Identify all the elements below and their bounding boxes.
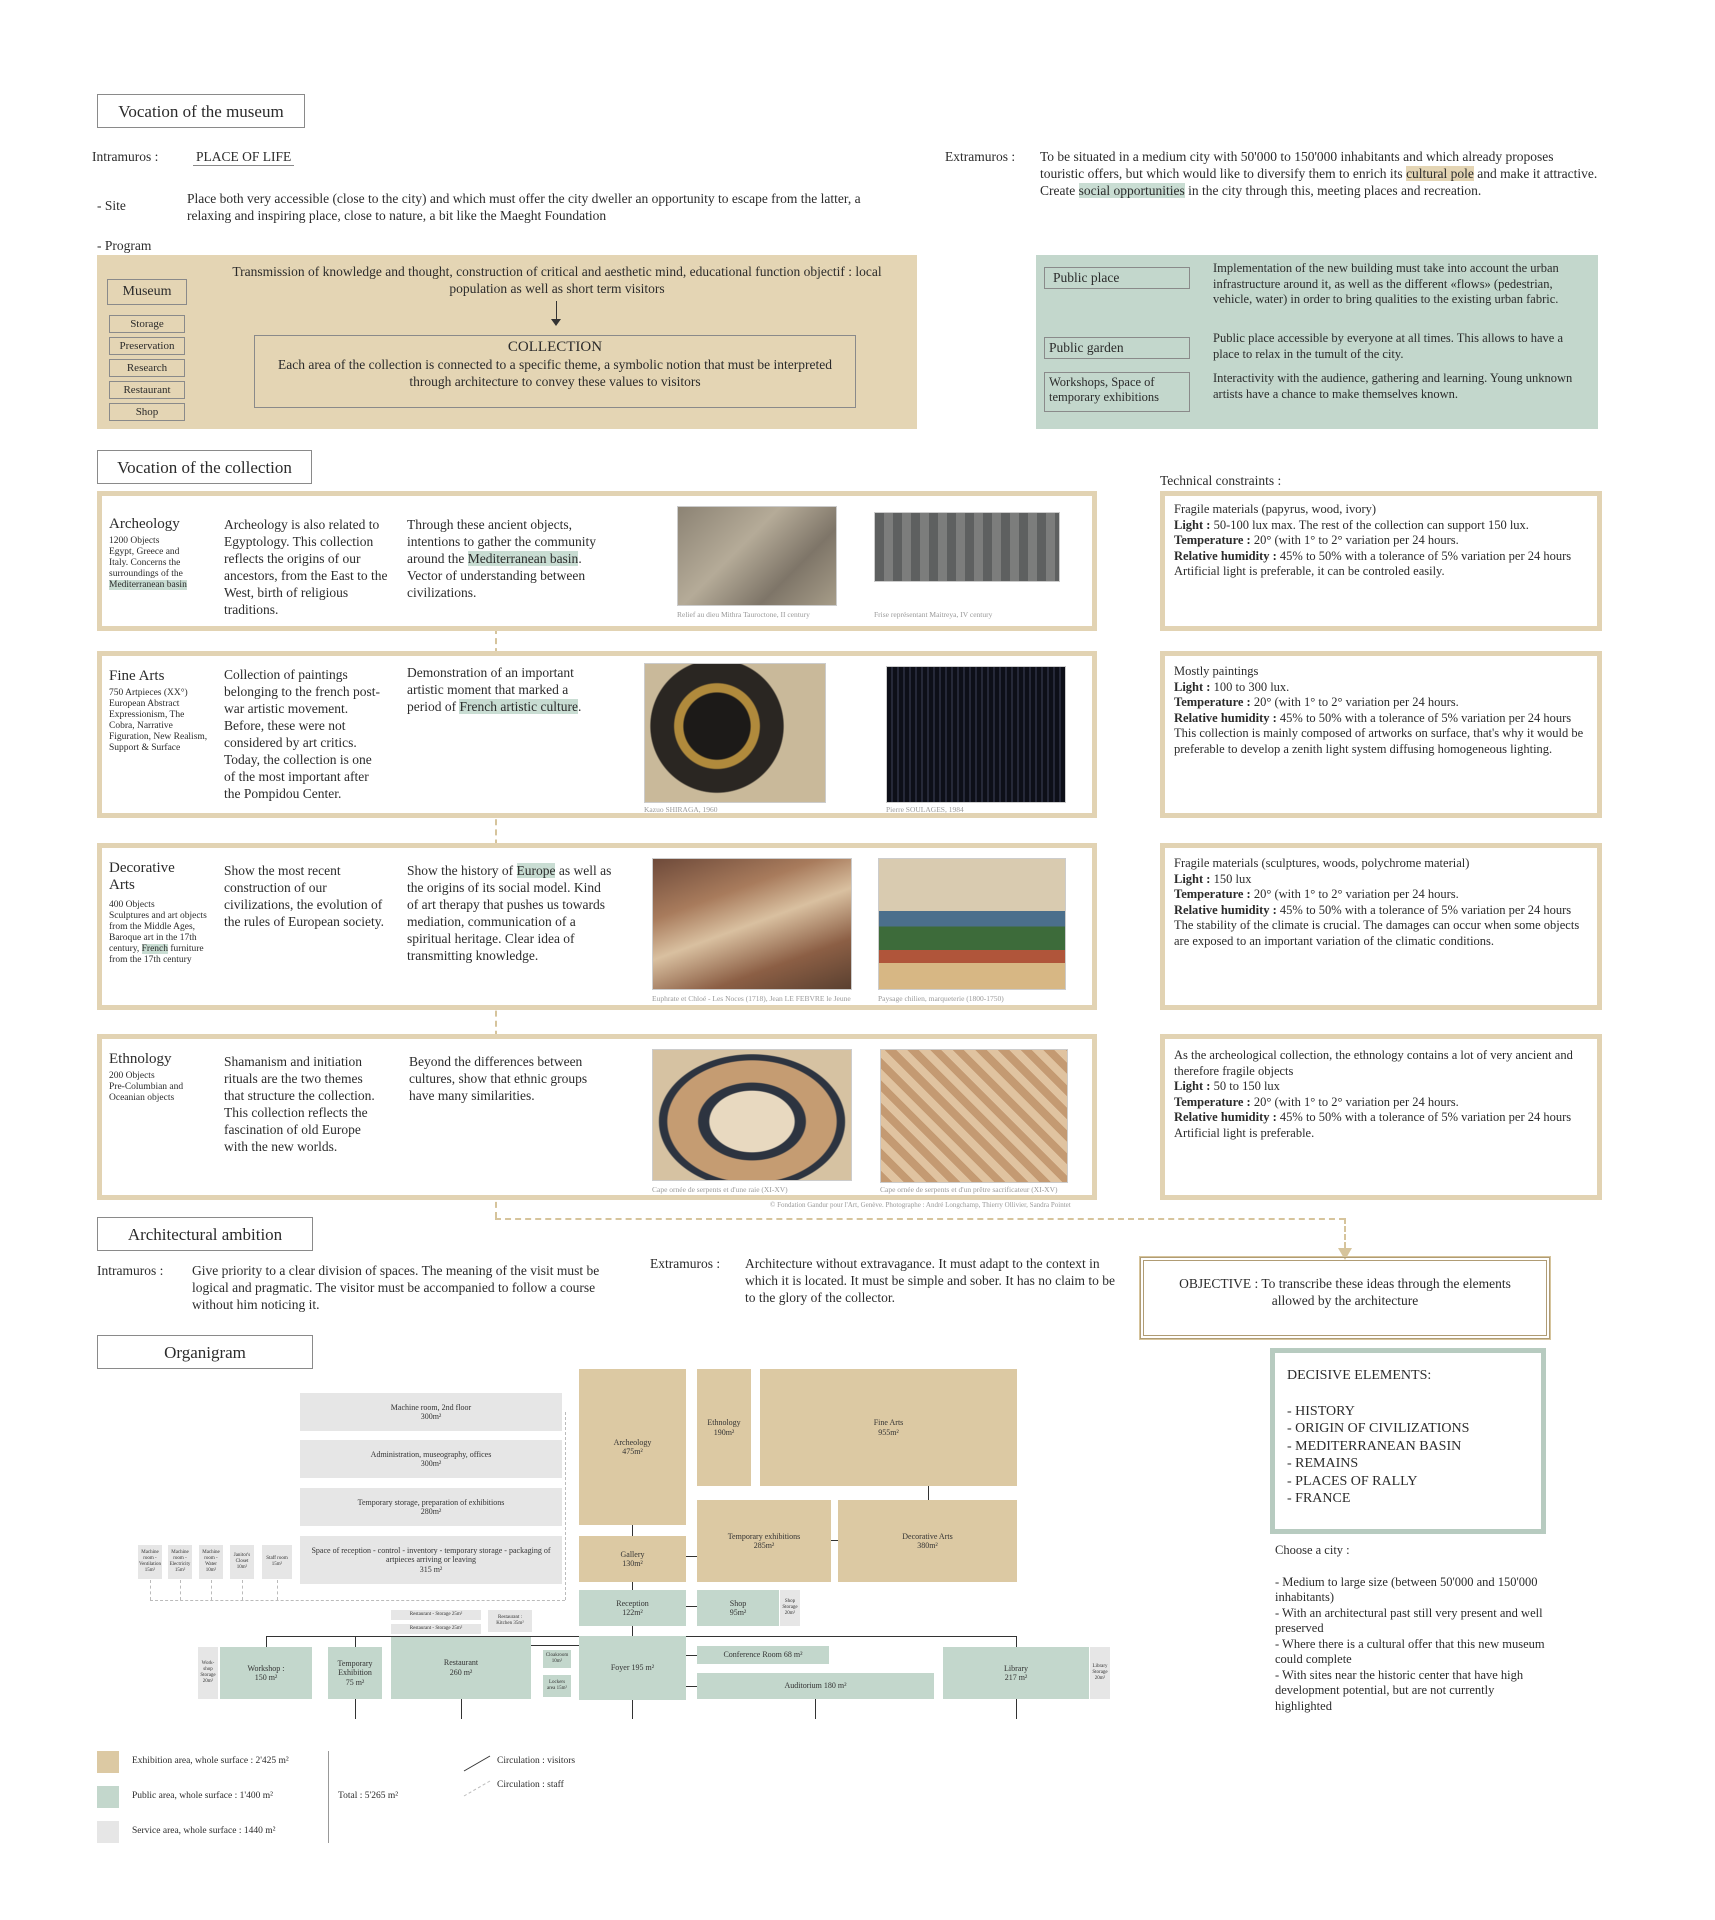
org-shop-storage: Shop Storage 20m²: [780, 1590, 800, 1626]
org-auditorium: Auditorium 180 m²: [697, 1673, 934, 1699]
program-label: - Program: [97, 238, 152, 253]
ambition-intramuros-label: Intramuros :: [97, 1263, 164, 1278]
legend-swatch-service: [97, 1821, 119, 1843]
vocation-collection-title: Vocation of the collection: [97, 450, 312, 484]
org-reception-space: Space of reception - control - inventory - temporary storage - packaging of artpieces arriving or leaving 315 m²: [300, 1536, 562, 1584]
visitor-line: [686, 1606, 697, 1607]
collection-col2: Through these ancient objects, intentions to gather the community around the Mediterranean basin. Vector of understanding between civilizations.: [407, 517, 596, 600]
visitor-line: [1016, 1636, 1017, 1647]
org-foyer: Foyer 195 m²: [579, 1636, 686, 1700]
org-small-room: Machine room - Electricity 15m²: [168, 1545, 192, 1579]
collection-desc: 400 Objects Sculptures and art objects from the Middle Ages, Baroque art in the 17th century, French furniture from the 17th century: [109, 900, 207, 965]
collection-name: Decorative Arts: [109, 860, 175, 893]
visitor-line: [815, 1699, 816, 1719]
connector-dashed-v2: [1344, 1218, 1346, 1248]
legend-total: Total : 5'265 m²: [338, 1791, 399, 1801]
staff-line: [565, 1412, 566, 1600]
collection-col2: Demonstration of an important artistic moment that marked a period of French artistic culture.: [407, 665, 582, 714]
decisive-item: - ORIGIN OF CIVILIZATIONS: [1287, 1421, 1470, 1436]
site-label: - Site: [97, 198, 126, 213]
visitor-line: [632, 1626, 633, 1636]
public-garden-label: Public garden: [1044, 337, 1190, 359]
public-place-label: Public place: [1044, 267, 1190, 289]
arrow-head-icon: [551, 319, 561, 326]
visitor-line: [355, 1699, 356, 1719]
workshops-label: Workshops, Space of temporary exhibitions: [1044, 372, 1190, 412]
ambition-extramuros-text: Architecture without extravagance. It must adapt to the context in which it is located. It must be simple and sober. It has no claim to be to the glory of the collector.: [745, 1256, 1116, 1305]
collection-name: Fine Arts: [109, 668, 165, 684]
visitor-line: [632, 1700, 633, 1719]
connector-dashed-h: [495, 1218, 1345, 1220]
decisive-item: - FRANCE: [1287, 1491, 1351, 1506]
decisive-item: - REMAINS: [1287, 1456, 1359, 1471]
decisive-box: [1270, 1348, 1546, 1534]
org-rest-kitchen: Restaurant : Kitchen 35m²: [488, 1610, 532, 1632]
artwork-cape-image: [652, 1049, 852, 1181]
legend-swatch-exhibition: [97, 1751, 119, 1773]
visitor-line: [686, 1636, 1016, 1637]
visitor-line: [355, 1636, 356, 1647]
legend-exhibition: Exhibition area, whole surface : 2'425 m²: [132, 1756, 289, 1766]
collection-col1: Archeology is also related to Egyptology. This collection reflects the origins of our ancestors, from the East to the West, birth of religious traditions.: [224, 517, 388, 617]
objective-box: OBJECTIVE : To transcribe these ideas through the elements allowed by the architecture: [1140, 1257, 1550, 1339]
function-research: Research: [109, 359, 185, 377]
artwork-frieze-image: [874, 512, 1060, 582]
collection-col1: Show the most recent construction of our civilizations, the evolution of the rules of European society.: [224, 863, 384, 929]
tech-archeology: Fragile materials (papyrus, wood, ivory) Light : 50-100 lux max. The rest of the collection can support 150 lux. Temperature : 20° (with 1° to 2° variation per 24 hours. Relative humidity : 45% to 50% with a tolerance of 5% variation per 24 hours Artificial light is preferable, it can be controled easily.: [1160, 491, 1602, 631]
org-temporary-exhibition: Temporary Exhibition 75 m²: [328, 1647, 382, 1699]
org-ethnology: Ethnology 190m²: [697, 1369, 751, 1486]
legend-swatch-public: [97, 1786, 119, 1808]
transmission-text: Transmission of knowledge and thought, construction of critical and aesthetic mind, educational function objectif : local population as well as short term visitors: [232, 264, 882, 296]
artwork-caption: Pierre SOULAGES, 1984: [886, 805, 964, 814]
legend-service: Service area, whole surface : 1440 m²: [132, 1826, 276, 1836]
artwork-caption: Frise représentant Maitreya, IV century: [874, 610, 993, 619]
vocation-museum-title: Vocation of the museum: [97, 94, 305, 128]
function-restaurant: Restaurant: [109, 381, 185, 399]
visitor-line: [686, 1686, 697, 1687]
org-gallery: Gallery 130m²: [579, 1536, 686, 1582]
ambition-title: Architectural ambition: [97, 1217, 313, 1251]
org-temp-exhibitions: Temporary exhibitions 285m²: [697, 1500, 831, 1582]
artwork-caption: Paysage chilien, marqueterie (1800-1750): [878, 994, 1004, 1003]
collection-col2: Show the history of Europe as well as the origins of its social model. Kind of art therapy that pushes us towards mediation, communication of a spiritual heritage. Clear idea of transmitting knowledge.: [407, 863, 612, 963]
artwork-tapestry-image: [652, 858, 852, 990]
artwork-caption: Cape ornée de serpents et d'une raie (XI-XV): [652, 1185, 788, 1194]
staff-line: [277, 1580, 278, 1600]
visitor-line: [266, 1636, 579, 1637]
intramuros-label: Intramuros :: [92, 149, 159, 164]
visitor-line: [632, 1525, 633, 1536]
org-decorative-arts: Decorative Arts 380m²: [838, 1500, 1017, 1582]
org-finearts: Fine Arts 955m²: [760, 1369, 1017, 1486]
org-small-room: Staff room 15m²: [262, 1545, 292, 1579]
collection-desc: 1200 Objects Egypt, Greece and Italy. Concerns the surroundings of the Mediterranean basin: [109, 536, 187, 590]
collection-row-finearts: [97, 651, 1097, 818]
visitor-line: [686, 1556, 697, 1557]
tech-finearts: Mostly paintings Light : 100 to 300 lux. Temperature : 20° (with 1° to 2° variation per 24 hours. Relative humidity : 45% to 50% with a tolerance of 5% variation per 24 hours This collection is mainly composed of artworks on surface, that's why it would be preferable to develop a zenith light system diffusing homogeneous lighting.: [1160, 651, 1602, 818]
collection-col1: Shamanism and initiation rituals are the two themes that structure the collection. This collection reflects the fascination of old Europe with the new worlds.: [224, 1054, 375, 1154]
visitor-line: [831, 1540, 838, 1541]
intramuros-value: PLACE OF LIFE: [193, 148, 294, 166]
org-small-room: Machine room - Water 10m²: [199, 1545, 223, 1579]
collection-row-archeology: [97, 491, 1097, 631]
public-panel: [1036, 255, 1598, 429]
org-small-room: Machine room - Ventilation 15m²: [138, 1545, 162, 1579]
org-workshop-storage: Work-shop Storage 20m²: [198, 1647, 218, 1699]
collection-desc: 200 Objects Pre-Columbian and Oceanian objects: [109, 1071, 184, 1103]
public-garden-text: Public place accessible by everyone at all times. This allows to have a place to relax in the tumult of the city.: [1213, 331, 1564, 361]
site-text: Place both very accessible (close to the city) and which must offer the city dweller an opportunity to escape from the latter, a relaxing and inspiring place, close to nature, a bit like the Maeght Foundation: [187, 191, 861, 223]
artwork-caption: Cape ornée de serpents et d'un prêtre sacrificateur (XI-XV): [880, 1185, 1058, 1194]
visitor-line: [531, 1645, 579, 1646]
org-temp-storage: Temporary storage, preparation of exhibitions 280m²: [300, 1488, 562, 1526]
extramuros-text: To be situated in a medium city with 50'000 to 150'000 inhabitants and which already proposes touristic offers, but which would like to diversify them to enrich its cultural pole and make it attractive. Create social opportunities in the city through this, meeting places and recreation.: [1040, 149, 1598, 198]
org-lockers: Lockers area 15m²: [543, 1675, 571, 1697]
org-workshop: Workshop : 150 m²: [220, 1647, 312, 1699]
ambition-intramuros-text: Give priority to a clear division of spaces. The meaning of the visit must be logical and pragmatic. The visitor must be accompanied to follow a course without him noticing it.: [192, 1263, 600, 1312]
org-library: Library 217 m²: [943, 1647, 1089, 1699]
artwork-caption: Kazuo SHIRAGA, 1960: [644, 805, 718, 814]
legend-divider: [328, 1751, 329, 1843]
legend-circ-visitors: Circulation : visitors: [497, 1756, 576, 1766]
visitor-line: [461, 1699, 462, 1719]
artwork-marquetry-image: [878, 858, 1066, 990]
staff-line: [180, 1580, 181, 1600]
org-library-storage: Library Storage 20m²: [1090, 1647, 1110, 1699]
artwork-caption: Euphrate et Chloé - Les Noces (1718), Jean LE FEBVRE le Jeune: [652, 994, 851, 1003]
org-shop: Shop 95m²: [697, 1590, 779, 1626]
legend-staff-line-icon: [464, 1781, 490, 1797]
collection-name: Ethnology: [109, 1051, 172, 1067]
collection-row-decorative: [97, 843, 1097, 1010]
function-shop: Shop: [109, 403, 185, 421]
museum-label: Museum: [107, 279, 187, 305]
public-place-text: Implementation of the new building must take into account the urban infrastructure around it, as well as the different «flows» (pedestrian, vehicle, water) in order to bring qualities to the existing urban fabric.: [1213, 261, 1559, 306]
legend-visitor-line-icon: [464, 1756, 490, 1772]
collection-text: Each area of the collection is connected to a specific theme, a symbolic notion that must be interpreted through architecture to convey these values to visitors: [277, 357, 833, 389]
organigram-title: Organigram: [97, 1335, 313, 1369]
artwork-cape-priest-image: [880, 1049, 1068, 1183]
collection-col2: Beyond the differences between cultures, show that ethnic groups have many similarities.: [409, 1054, 588, 1103]
visitor-line: [928, 1486, 929, 1500]
collection-col1: Collection of paintings belonging to the french post-war artistic movement. Before, these were not considered by art critics. Today, the collection is one of the most important after the Pompidou Center.: [224, 667, 380, 801]
workshops-text: Interactivity with the audience, gathering and learning. Young unknown artists have a chance to make themselves known.: [1213, 371, 1573, 401]
org-cloakroom: Cloakroom 10m²: [543, 1650, 571, 1668]
artwork-relief-image: [677, 506, 837, 606]
legend-circ-staff: Circulation : staff: [497, 1780, 564, 1790]
decisive-item: - HISTORY: [1287, 1403, 1355, 1419]
org-reception: Reception 122m²: [579, 1590, 686, 1626]
org-small-room: Janitor's Closet 10m²: [230, 1545, 254, 1579]
visitor-line: [686, 1655, 697, 1656]
tech-ethnology: As the archeological collection, the ethnology contains a lot of very ancient and therefore fragile objects Light : 50 to 150 lux Temperature : 20° (with 1° to 2° variation per 24 hours. Relative humidity : 45% to 50% with a tolerance of 5% variation per 24 hours Artificial light is preferable.: [1160, 1034, 1602, 1200]
function-preservation: Preservation: [109, 337, 185, 355]
collection-title: COLLECTION: [507, 339, 603, 355]
staff-line: [150, 1580, 151, 1600]
decisive-item: - MEDITERRANEAN BASIN: [1287, 1438, 1462, 1454]
artwork-soulages-image: [886, 666, 1066, 803]
org-conference: Conference Room 68 m²: [697, 1646, 829, 1664]
artwork-caption: Relief au dieu Mithra Tauroctone, II century: [677, 610, 810, 619]
decisive-item: - PLACES OF RALLY: [1287, 1473, 1418, 1489]
legend-public: Public area, whole surface : 1'400 m²: [132, 1791, 273, 1801]
staff-line: [150, 1600, 565, 1601]
visitor-line: [632, 1582, 633, 1590]
function-storage: Storage: [109, 315, 185, 333]
org-rest-storage: Restaurant - Storage 25m²: [391, 1610, 481, 1620]
decisive-title: DECISIVE ELEMENTS:: [1287, 1368, 1432, 1383]
org-rest-storage: Restaurant - Storage 25m²: [391, 1624, 481, 1634]
org-restaurant: Restaurant 260 m²: [391, 1636, 531, 1699]
photo-credit: © Fondation Gandur pour l'Art, Genève. Photographe : André Longchamp, Thierry Ollivier, Sandra Pointet: [770, 1201, 1071, 1209]
collection-name: Archeology: [109, 516, 180, 532]
visitor-line: [266, 1636, 267, 1647]
org-archeology: Archeology 475m²: [579, 1369, 686, 1525]
extramuros-label: Extramuros :: [945, 149, 1016, 164]
org-machine-room: Machine room, 2nd floor 300m²: [300, 1393, 562, 1431]
tech-decorative: Fragile materials (sculptures, woods, polychrome material) Light : 150 lux Temperature : 20° (with 1° to 2° variation per 24 hours. Relative humidity : 45% to 50% with a tolerance of 5% variation per 24 hours The stability of the climate is crucial. The damages can occur when some objects are exposed to an important variation of the climatic conditions.: [1160, 843, 1602, 1010]
program-panel: [97, 255, 917, 429]
collection-box: [254, 335, 856, 408]
ambition-extramuros-label: Extramuros :: [650, 1256, 721, 1271]
visitor-line: [1016, 1699, 1017, 1719]
staff-line: [211, 1580, 212, 1600]
city-criteria: Choose a city : - Medium to large size (between 50'000 and 150'000 inhabitants) - With an architectural past still very present and well preserved - Where there is a cultural offer that this new museum could complete - With sites near the historic center that have high development potential, but are not currently highlighted: [1275, 1543, 1545, 1713]
collection-desc: 750 Artpieces (XX°) European Abstract Expressionism, The Cobra, Narrative Figuration, New Realism, Support & Surface: [109, 688, 208, 753]
technical-title: Technical constraints :: [1160, 473, 1282, 488]
staff-line: [242, 1580, 243, 1600]
function-list: [109, 315, 185, 421]
collection-row-ethnology: [97, 1034, 1097, 1200]
artwork-shiraga-image: [644, 663, 826, 803]
org-admin: Administration, museography, offices 300m²: [300, 1440, 562, 1478]
